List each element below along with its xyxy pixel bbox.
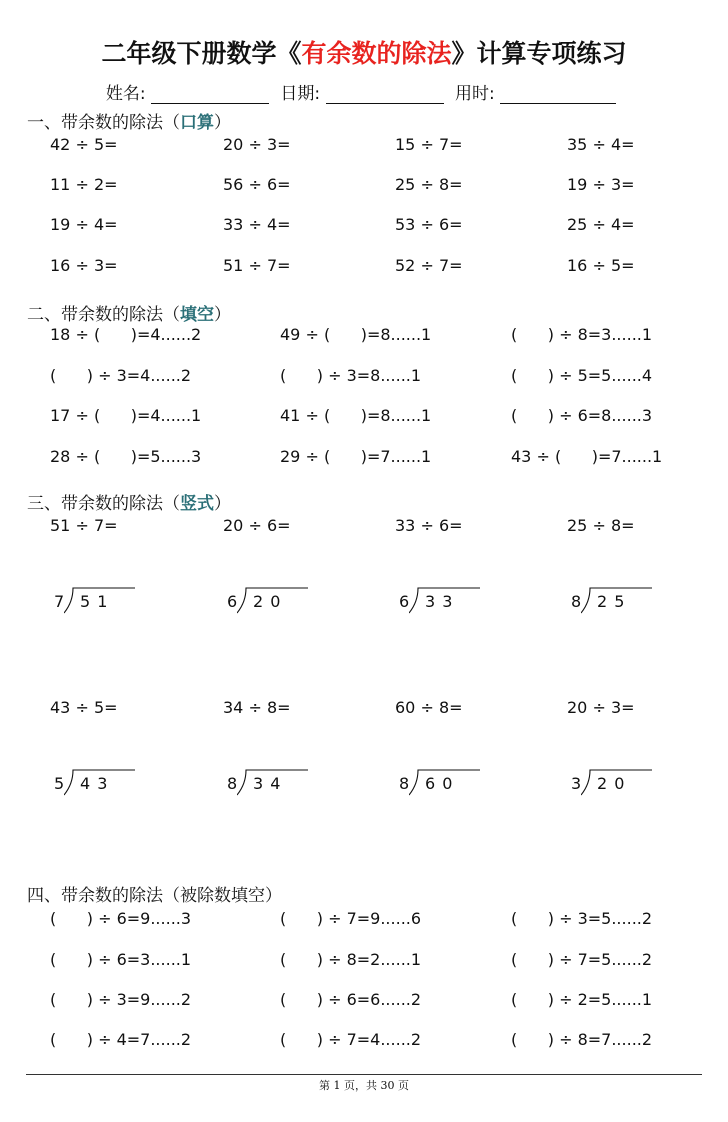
divisor: 3 [571, 774, 582, 793]
vertical-problem-label[interactable]: 20 ÷ 3= [567, 698, 635, 717]
section-2-heading [27, 300, 231, 325]
long-division[interactable] [571, 592, 661, 616]
long-division[interactable] [227, 592, 317, 616]
dividend: 4 3 [80, 774, 109, 793]
dividend-blank-problem[interactable]: ( ) ÷ 7=4......2 [280, 1030, 422, 1049]
section-1-type: 口算 [180, 113, 214, 133]
mental-problem[interactable]: 51 ÷ 7= [223, 256, 291, 275]
fill-blank-problem[interactable]: ( ) ÷ 3=8......1 [280, 366, 422, 385]
page-title [0, 34, 728, 70]
dividend: 3 3 [425, 592, 454, 611]
dividend-blank-problem[interactable]: ( ) ÷ 8=2......1 [280, 950, 422, 969]
vertical-problem-label[interactable]: 20 ÷ 6= [223, 516, 291, 535]
divisor: 7 [54, 592, 65, 611]
mental-problem[interactable]: 56 ÷ 6= [223, 175, 291, 194]
dividend: 2 5 [597, 592, 626, 611]
dividend-blank-problem[interactable]: ( ) ÷ 2=5......1 [511, 990, 653, 1009]
long-division[interactable] [399, 774, 489, 798]
info-line [0, 79, 728, 104]
section-4-title: 四、带余数的除法（被除数填空） [27, 886, 282, 906]
date-label: 日期: [280, 84, 321, 104]
section-4-heading [27, 881, 282, 906]
mental-problem[interactable]: 19 ÷ 4= [50, 215, 118, 234]
dividend-blank-problem[interactable]: ( ) ÷ 6=9......3 [50, 909, 192, 928]
mental-problem[interactable]: 52 ÷ 7= [395, 256, 463, 275]
section-1-close: ） [214, 113, 231, 133]
dividend-blank-problem[interactable]: ( ) ÷ 7=5......2 [511, 950, 653, 969]
fill-blank-problem[interactable]: ( ) ÷ 8=3......1 [511, 325, 653, 344]
mental-problem[interactable]: 19 ÷ 3= [567, 175, 635, 194]
mental-problem[interactable]: 11 ÷ 2= [50, 175, 118, 194]
title-highlight: 有余数的除法 [301, 39, 452, 68]
section-2-title: 二、带余数的除法（ [27, 305, 180, 325]
fill-blank-problem[interactable]: 29 ÷ ( )=7......1 [280, 447, 432, 466]
title-prefix: 二年级下册数学《 [101, 39, 302, 68]
name-label: 姓名: [105, 84, 146, 104]
section-3-title: 三、带余数的除法（ [27, 494, 180, 514]
mental-problem[interactable]: 53 ÷ 6= [395, 215, 463, 234]
title-suffix: 》计算专项练习 [451, 39, 627, 68]
divisor: 8 [399, 774, 410, 793]
long-division[interactable] [54, 774, 144, 798]
long-division[interactable] [54, 592, 144, 616]
long-division[interactable] [571, 774, 661, 798]
mental-problem[interactable]: 35 ÷ 4= [567, 135, 635, 154]
fill-blank-problem[interactable]: 41 ÷ ( )=8......1 [280, 406, 432, 425]
vertical-problem-label[interactable]: 25 ÷ 8= [567, 516, 635, 535]
vertical-problem-label[interactable]: 43 ÷ 5= [50, 698, 118, 717]
dividend-blank-problem[interactable]: ( ) ÷ 7=9......6 [280, 909, 422, 928]
fill-blank-problem[interactable]: 18 ÷ ( )=4......2 [50, 325, 202, 344]
vertical-problem-label[interactable]: 60 ÷ 8= [395, 698, 463, 717]
vertical-problem-label[interactable]: 34 ÷ 8= [223, 698, 291, 717]
section-1-heading [27, 108, 231, 133]
dividend-blank-problem[interactable]: ( ) ÷ 6=6......2 [280, 990, 422, 1009]
date-blank[interactable] [326, 86, 444, 104]
divisor: 8 [571, 592, 582, 611]
mental-problem[interactable]: 16 ÷ 5= [567, 256, 635, 275]
mental-problem[interactable]: 25 ÷ 4= [567, 215, 635, 234]
fill-blank-problem[interactable]: ( ) ÷ 5=5......4 [511, 366, 653, 385]
fill-blank-problem[interactable]: 28 ÷ ( )=5......3 [50, 447, 202, 466]
divisor: 6 [399, 592, 410, 611]
divisor: 8 [227, 774, 238, 793]
name-blank[interactable] [151, 86, 269, 104]
section-3-close: ） [214, 494, 231, 514]
fill-blank-problem[interactable]: 17 ÷ ( )=4......1 [50, 406, 202, 425]
dividend: 3 4 [253, 774, 282, 793]
section-2-close: ） [214, 305, 231, 325]
dividend-blank-problem[interactable]: ( ) ÷ 3=5......2 [511, 909, 653, 928]
mental-problem[interactable]: 20 ÷ 3= [223, 135, 291, 154]
dividend: 2 0 [253, 592, 282, 611]
fill-blank-problem[interactable]: ( ) ÷ 3=4......2 [50, 366, 192, 385]
page-footer: 第 1 页，共 30 页 [319, 1079, 409, 1092]
long-division[interactable] [399, 592, 489, 616]
fill-blank-problem[interactable]: ( ) ÷ 6=8......3 [511, 406, 653, 425]
long-division[interactable] [227, 774, 317, 798]
dividend-blank-problem[interactable]: ( ) ÷ 6=3......1 [50, 950, 192, 969]
time-label: 用时: [454, 84, 495, 104]
dividend-blank-problem[interactable]: ( ) ÷ 4=7......2 [50, 1030, 192, 1049]
mental-problem[interactable]: 25 ÷ 8= [395, 175, 463, 194]
mental-problem[interactable]: 42 ÷ 5= [50, 135, 118, 154]
dividend: 6 0 [425, 774, 454, 793]
dividend: 2 0 [597, 774, 626, 793]
section-3-type: 竖式 [180, 494, 214, 514]
section-2-type: 填空 [180, 305, 214, 325]
mental-problem[interactable]: 16 ÷ 3= [50, 256, 118, 275]
mental-problem[interactable]: 33 ÷ 4= [223, 215, 291, 234]
dividend: 5 1 [80, 592, 109, 611]
fill-blank-problem[interactable]: 49 ÷ ( )=8......1 [280, 325, 432, 344]
time-blank[interactable] [500, 86, 616, 104]
dividend-blank-problem[interactable]: ( ) ÷ 8=7......2 [511, 1030, 653, 1049]
footer-divider [26, 1074, 702, 1075]
section-1-title: 一、带余数的除法（ [27, 113, 180, 133]
fill-blank-problem[interactable]: 43 ÷ ( )=7......1 [511, 447, 663, 466]
mental-problem[interactable]: 15 ÷ 7= [395, 135, 463, 154]
vertical-problem-label[interactable]: 33 ÷ 6= [395, 516, 463, 535]
divisor: 5 [54, 774, 65, 793]
dividend-blank-problem[interactable]: ( ) ÷ 3=9......2 [50, 990, 192, 1009]
vertical-problem-label[interactable]: 51 ÷ 7= [50, 516, 118, 535]
divisor: 6 [227, 592, 238, 611]
section-3-heading [27, 489, 231, 514]
